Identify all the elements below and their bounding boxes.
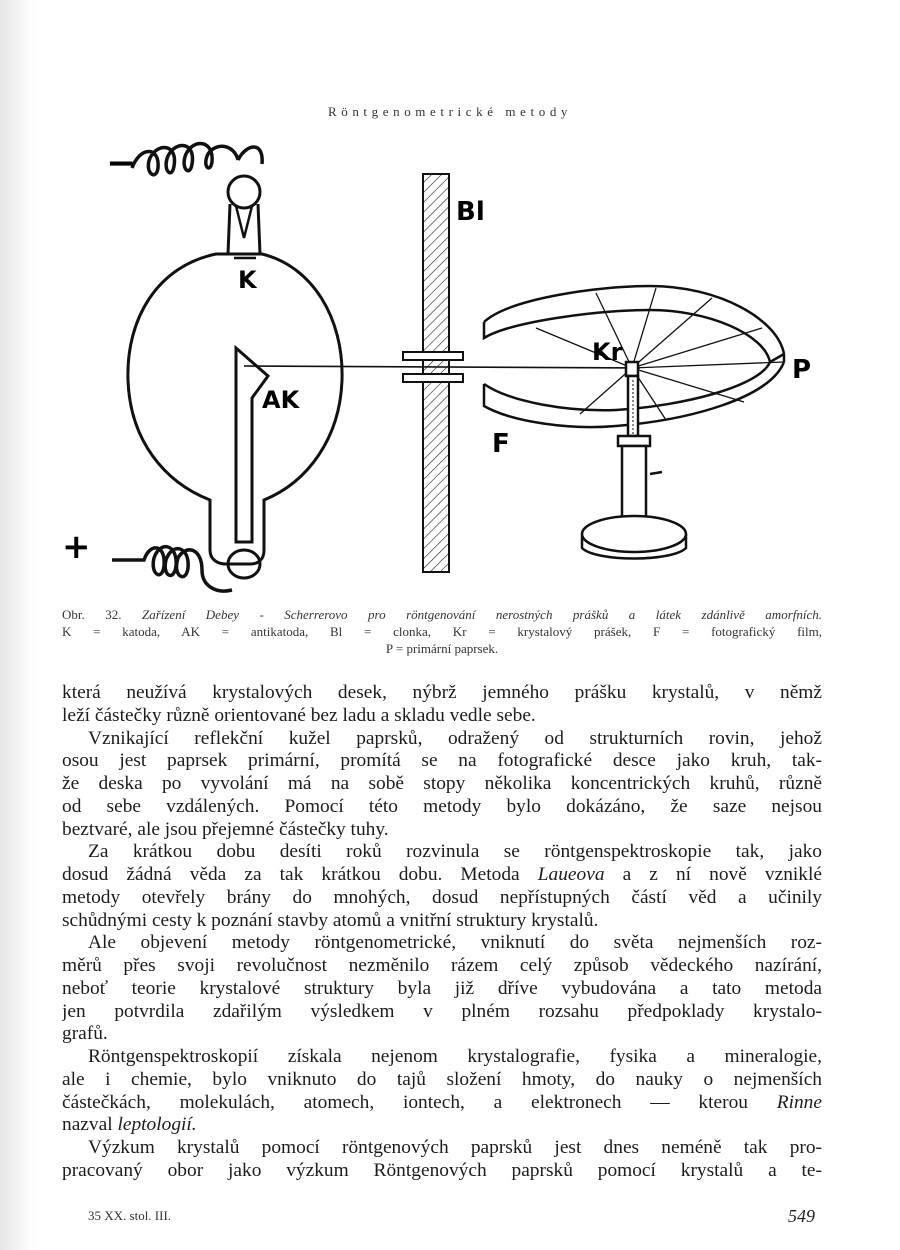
label-bl: Bl [456,197,485,227]
anode-coil [112,547,232,591]
figure-debye-scherrer-apparatus [40,130,860,600]
caption-line-2: K = katoda, AK = antikatoda, Bl = clonka, Kr = krystalový prášek, F = fotografický film, [62,624,822,639]
caption-line-3: P = primární paprsek. [385,641,499,656]
text-line: od sebe vzdálených. Pomocí této metody bylo dokázáno, že saze nejsou [62,795,822,817]
label-ak: AK [262,386,300,414]
text-line: pracovaný obor jako výzkum Röntgenových paprsků pomocí krystalů a te- [62,1159,822,1181]
running-title: Röntgenometrické metody [327,104,573,119]
text-line: měrů přes svoji revolučnost nezměnilo rázem celý způsob vědeckého nazírání, [62,955,822,976]
text-line: Vznikající reflekční kužel paprsků, odražený od strukturních rovin, jehož [88,727,822,749]
text-line: Ale objevení metody röntgenometrické, vniknutí do světa nejmenších roz- [88,932,822,954]
text-line: částečkách, molekulách, atomech, iontech, a elektronech — kterou Rinne [62,1091,822,1113]
crystal-stand [582,362,686,559]
text-line: schůdnými cesty k poznání stavby atomů a vnitřní struktury krystalů. [62,909,599,931]
text-line: která neužívá krystalových desek, nýbrž jemného prášku krystalů, v němž [62,682,822,703]
text-line: Röntgenspektroskopií získala nejenom krystalografie, fysika a mineralogie, [88,1046,822,1067]
minus-sign: − [106,143,137,184]
text-line: Za krátkou dobu desíti roků rozvinula se röntgenspektroskopie tak, jako [88,841,822,863]
text-line: leží částečky různě orientované bez ladu a skladu vedle sebe. [62,704,536,726]
text-line: že deska po vyvolání má na sobě stopy několika koncentrických kruhů, různě [62,773,822,794]
x-ray-tube [128,176,342,578]
figure-caption [62,606,822,657]
text-line: nazval leptologií. [62,1114,197,1136]
caption-line-1: Obr. 32. Zařízení Debey - Scherrerovo pro röntgenování nerostných prášků a látek zdánlivě amorfních. [62,607,823,622]
plus-sign: + [62,527,91,567]
text-line: grafů. [62,1023,108,1045]
label-kr: Kr [592,338,623,366]
text-line: jen potvrdila zdařilým výsledkem v plném rozsahu předpoklady krystalo- [62,1000,822,1022]
label-p: P [792,355,812,385]
cathode-coil [132,144,262,175]
body-text [62,682,822,1183]
label-k: K [238,266,257,294]
text-line: osou jest paprsek primární, promítá se na fotografické desce jako kruh, tak- [62,750,822,772]
label-f: F [492,429,510,459]
text-line: beztvaré, ale jsou přejemné částečky tuhy. [62,818,389,840]
diaphragm-plate [403,174,463,572]
signature-mark: 35 XX. stol. III. [88,1208,172,1223]
text-line: metody otevřely brány do mnohých, dosud nepřístupných částí věd a učinily [62,886,822,908]
text-line: neboť teorie krystalové struktury byla již dříve vybudována a tato metoda [62,977,822,999]
page-number: 549 [788,1206,815,1226]
text-line: dosud žádná věda za tak krátkou dobu. Metoda Laueova a z ní nově vzniklé [62,864,822,885]
text-line: Výzkum krystalů pomocí röntgenových paprsků jest dnes neméně tak pro- [88,1137,822,1158]
text-line: ale i chemie, bylo vniknuto do tajů složení hmoty, do nauky o nejmenších [62,1068,822,1090]
